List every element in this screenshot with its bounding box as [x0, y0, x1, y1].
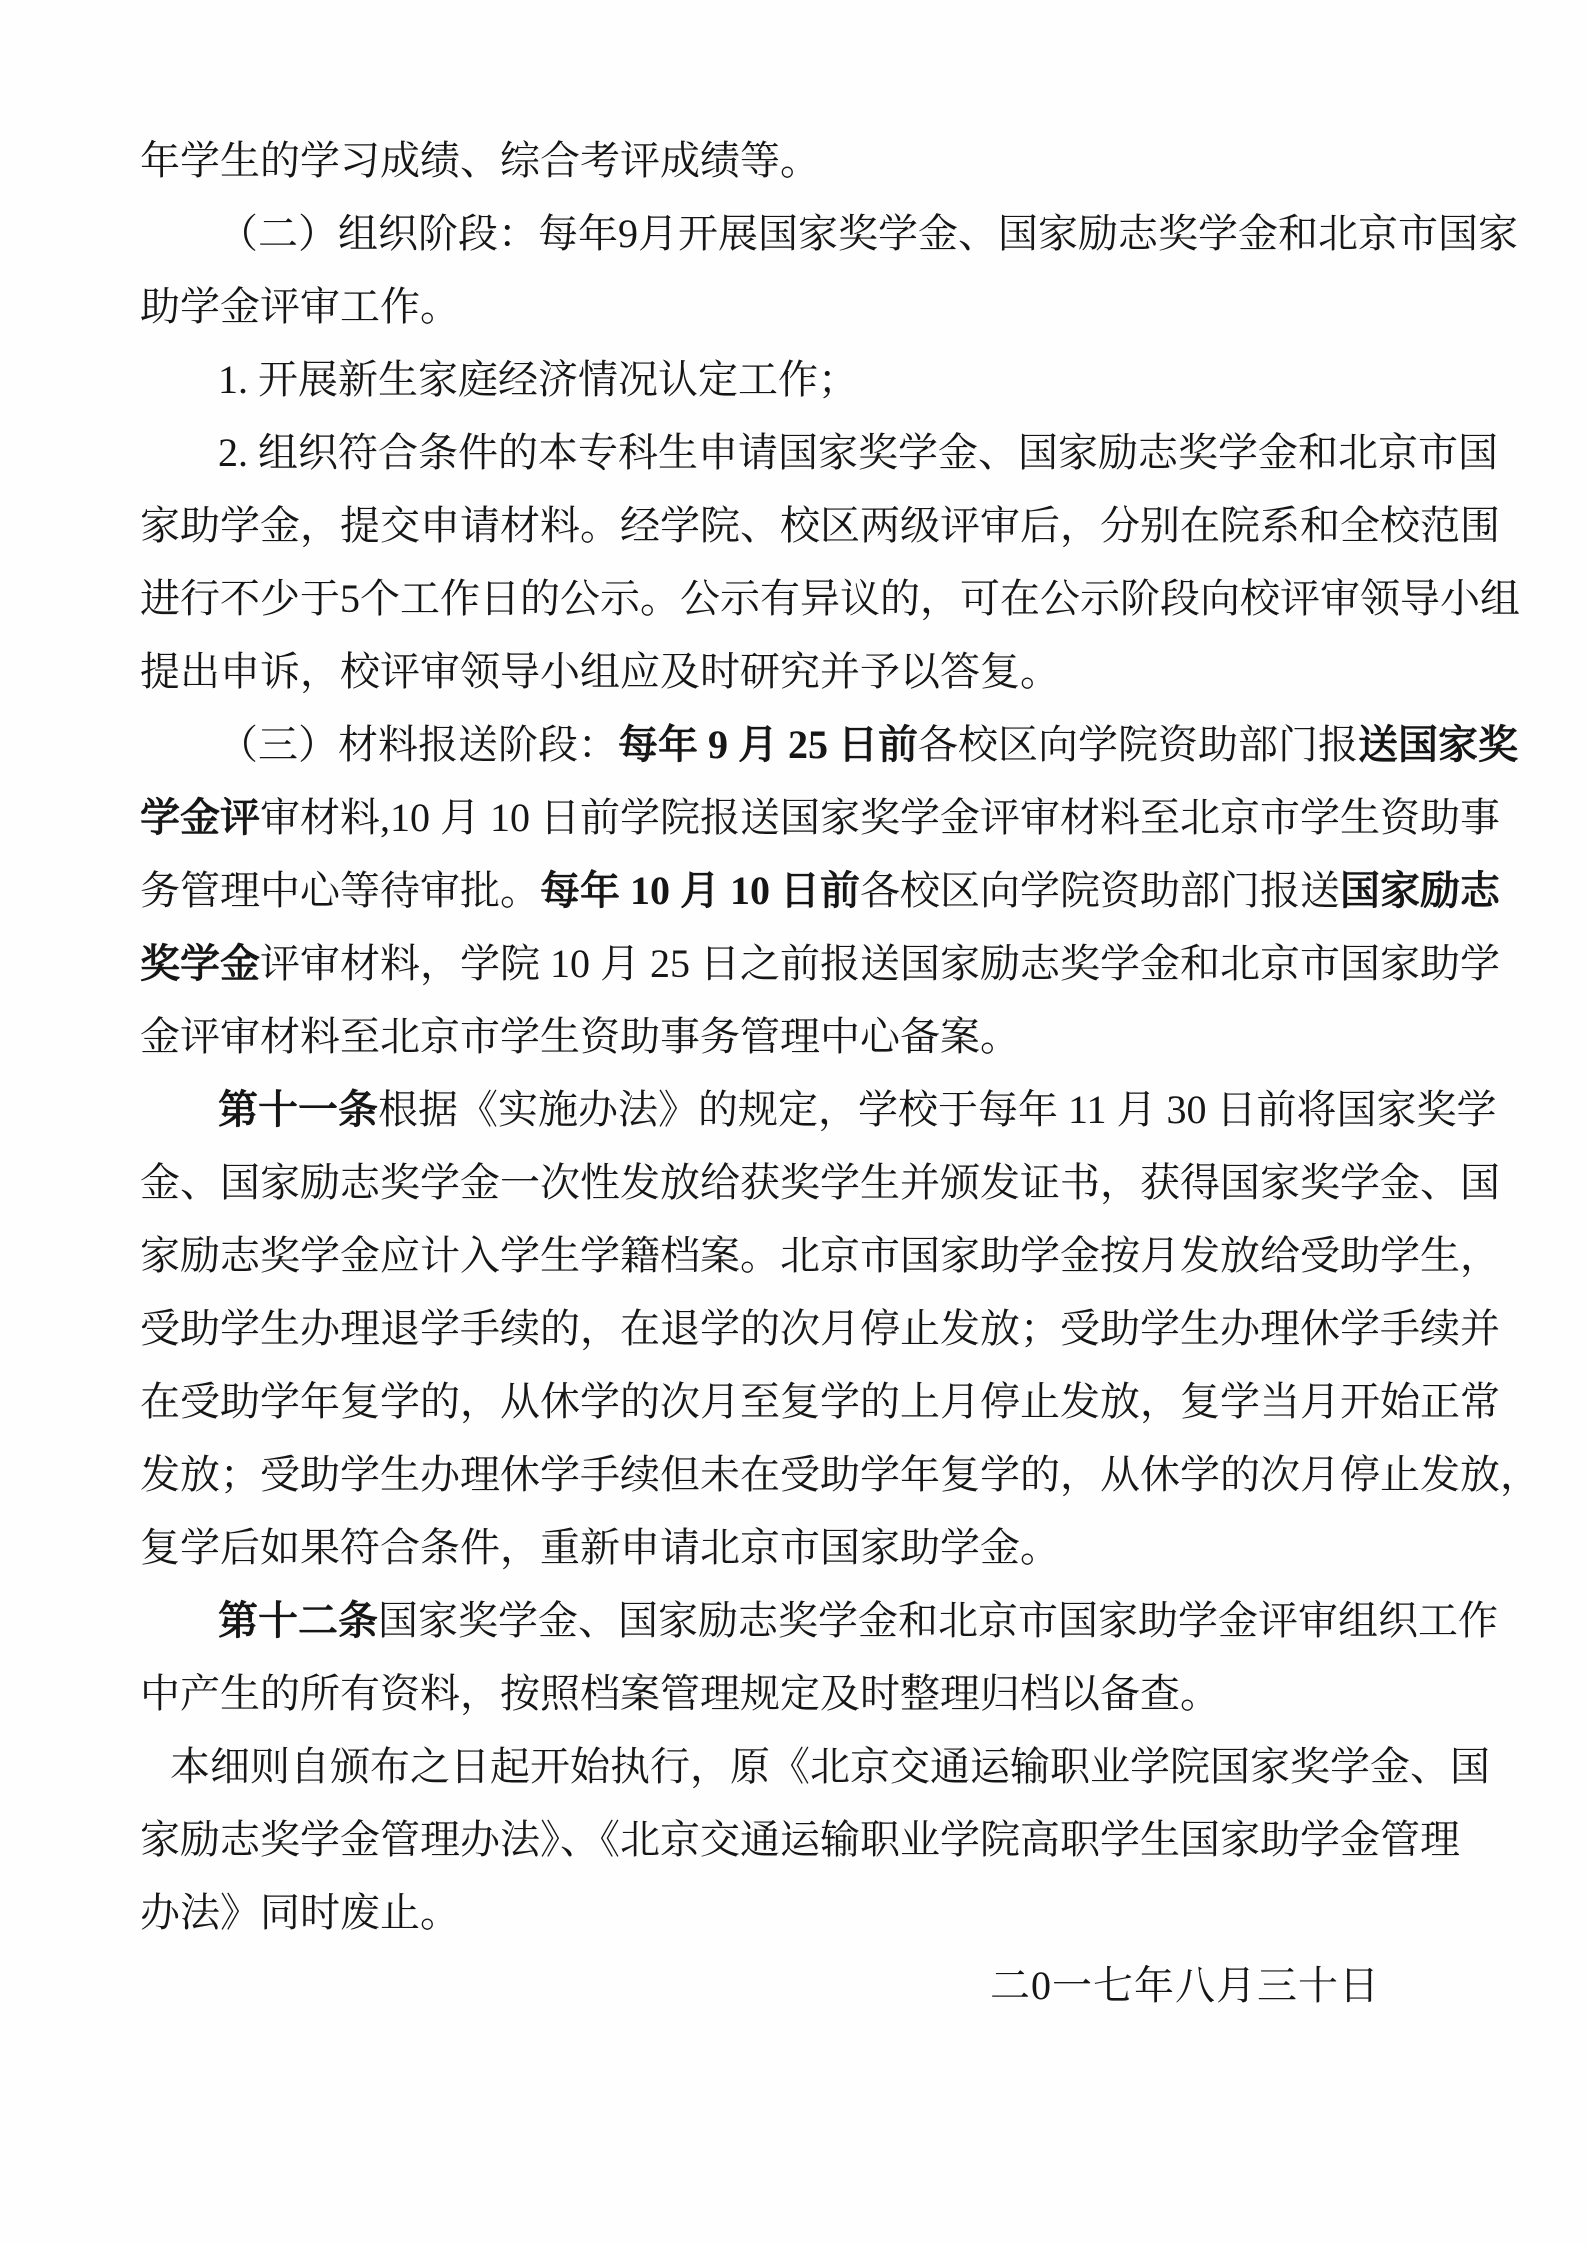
- text-run: 每年 9 月 25 日前: [618, 722, 918, 767]
- text-line: [140, 854, 1540, 927]
- text-line: [140, 270, 1540, 343]
- text-run: 第十二条: [218, 1598, 378, 1643]
- text-run: 提出申诉，校评审领导小组应及时研究并予以答复。: [140, 649, 1060, 694]
- document-body: [140, 124, 1540, 2022]
- text-line: [140, 124, 1540, 197]
- text-line: [140, 1000, 1540, 1073]
- text-run: 在受助学年复学的，从休学的次月至复学的上月停止发放，复学当月开始正常: [140, 1379, 1500, 1424]
- text-line: [140, 1146, 1540, 1219]
- text-run: 助学金评审工作。: [140, 284, 460, 329]
- text-run: 每年 10 月 10 日前: [540, 868, 860, 913]
- text-run: 本细则自颁布之日起开始执行，原《北京交通运输职业学院国家奖学金、国: [170, 1744, 1490, 1789]
- text-line: [140, 1657, 1540, 1730]
- text-run: 家励志奖学金管理办法》、《北京交通运输职业学院高职学生国家助学金管理: [140, 1817, 1460, 1862]
- text-run: 送国家奖: [1358, 722, 1518, 767]
- text-run: 国家励志: [1340, 868, 1500, 913]
- text-run: 1. 开展新生家庭经济情况认定工作；: [218, 357, 858, 402]
- text-run: 根据《实施办法》的规定，学校于每年 11 月 30 日前将国家奖学: [378, 1087, 1497, 1132]
- text-line: [140, 197, 1540, 270]
- text-run: 金、国家励志奖学金一次性发放给获奖学生并颁发证书，获得国家奖学金、国: [140, 1160, 1500, 1205]
- text-line: [140, 1292, 1540, 1365]
- text-run: 审材料,10 月 10 日前学院报送国家奖学金评审材料至北京市学生资助事: [260, 795, 1500, 840]
- text-line: [140, 1730, 1540, 1803]
- text-line: [140, 1438, 1540, 1511]
- text-line: [140, 1584, 1540, 1657]
- text-line: [140, 1803, 1540, 1876]
- text-line: [140, 708, 1540, 781]
- text-line: [140, 927, 1540, 1000]
- text-run: 各校区向学院资助部门报: [918, 722, 1358, 767]
- text-run: 二0一七年八月三十日: [990, 1963, 1380, 2008]
- text-run: （三）材料报送阶段：: [218, 722, 618, 767]
- text-line: [140, 1511, 1540, 1584]
- text-line: [140, 1876, 1540, 1949]
- text-run: 学金评: [140, 795, 260, 840]
- text-run: 发放；受助学生办理休学手续但未在受助学年复学的，从休学的次月停止发放，: [140, 1452, 1540, 1497]
- text-run: 家助学金，提交申请材料。经学院、校区两级评审后，分别在院系和全校范围: [140, 503, 1500, 548]
- text-run: 中产生的所有资料，按照档案管理规定及时整理归档以备查。: [140, 1671, 1220, 1716]
- text-run: 受助学生办理退学手续的，在退学的次月停止发放；受助学生办理休学手续并: [140, 1306, 1500, 1351]
- text-line: [140, 1365, 1540, 1438]
- text-run: 国家奖学金、国家励志奖学金和北京市国家助学金评审组织工作: [378, 1598, 1498, 1643]
- text-line: [140, 635, 1540, 708]
- text-run: 金评审材料至北京市学生资助事务管理中心备案。: [140, 1014, 1020, 1059]
- text-run: 复学后如果符合条件，重新申请北京市国家助学金。: [140, 1525, 1060, 1570]
- text-run: 进行不少于5个工作日的公示。公示有异议的，可在公示阶段向校评审领导小组: [140, 576, 1520, 621]
- text-run: 家励志奖学金应计入学生学籍档案。北京市国家助学金按月发放给受助学生，: [140, 1233, 1500, 1278]
- text-line: [140, 1219, 1540, 1292]
- text-line: [140, 343, 1540, 416]
- text-run: 办法》同时废止。: [140, 1890, 460, 1935]
- text-run: 务管理中心等待审批。: [140, 868, 540, 913]
- text-run: 年学生的学习成绩、综合考评成绩等。: [140, 138, 820, 183]
- text-line: [140, 781, 1540, 854]
- text-run: 评审材料，学院 10 月 25 日之前报送国家励志奖学金和北京市国家助学: [260, 941, 1500, 986]
- text-line: [140, 562, 1540, 635]
- text-run: 2. 组织符合条件的本专科生申请国家奖学金、国家励志奖学金和北京市国: [218, 430, 1498, 475]
- text-line: [140, 1073, 1540, 1146]
- text-line: [140, 489, 1540, 562]
- date-line: [140, 1949, 1540, 2022]
- text-run: 各校区向学院资助部门报送: [860, 868, 1340, 913]
- text-run: （二）组织阶段：每年9月开展国家奖学金、国家励志奖学金和北京市国家: [218, 211, 1518, 256]
- text-run: 奖学金: [140, 941, 260, 986]
- text-run: 第十一条: [218, 1087, 378, 1132]
- text-line: [140, 416, 1540, 489]
